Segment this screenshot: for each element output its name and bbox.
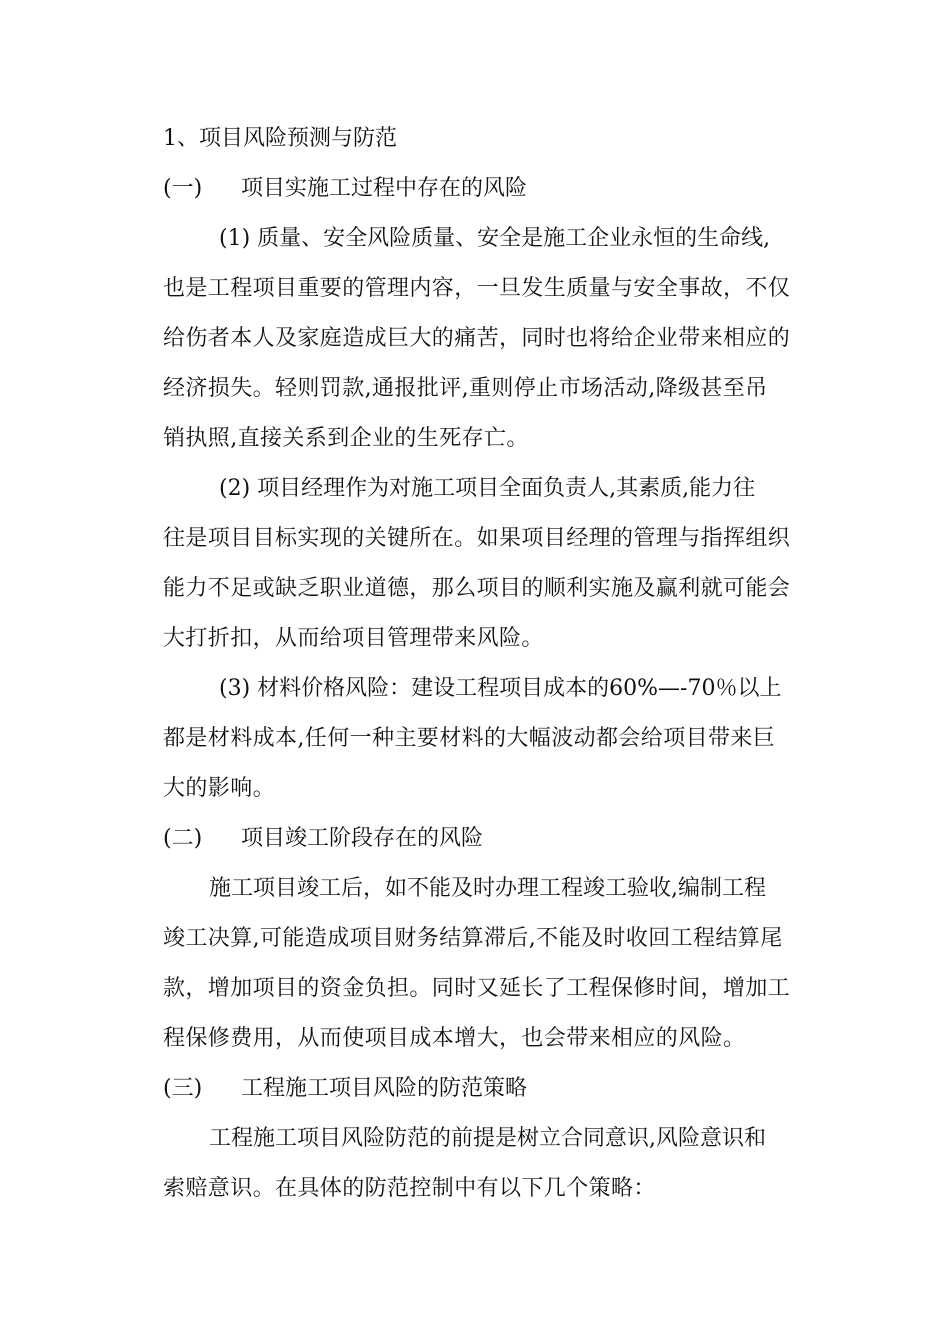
item-1-line-5: 销执照,直接关系到企业的生死存亡。 <box>163 426 529 451</box>
document-heading: 1、项目风险预测与防范 <box>163 126 397 151</box>
item-2-line-2: 往是项目目标实现的关键所在。如果项目经理的管理与指挥组织 <box>163 526 791 551</box>
section-number: (二) <box>163 826 203 851</box>
completion-line-1: 施工项目竣工后，如不能及时办理工程竣工验收,编制工程 <box>209 876 766 901</box>
item-3-line-3: 大的影响。 <box>163 776 276 801</box>
strategy-line-2: 索赔意识。在具体的防范控制中有以下几个策略： <box>163 1176 656 1201</box>
section-number: (一) <box>163 176 203 201</box>
section-heading-2 <box>163 824 483 854</box>
section-title: 项目竣工阶段存在的风险 <box>241 826 484 851</box>
item-2-line-1: (2) 项目经理作为对施工项目全面负责人,其素质,能力往 <box>219 476 756 501</box>
section-heading-3 <box>163 1074 527 1104</box>
item-3-line-1: (3) 材料价格风险：建设工程项目成本的60%—-70％以上 <box>219 676 782 701</box>
section-number: (三) <box>163 1076 203 1101</box>
completion-line-4: 程保修费用，从而使项目成本增大，也会带来相应的风险。 <box>163 1026 746 1051</box>
completion-line-3: 款，增加项目的资金负担。同时又延长了工程保修时间，增加工 <box>163 976 791 1001</box>
item-1-line-4: 经济损失。轻则罚款,通报批评,重则停止市场活动,降级甚至吊 <box>163 376 768 401</box>
section-title: 工程施工项目风险的防范策略 <box>241 1076 528 1101</box>
item-2-line-4: 大打折扣，从而给项目管理带来风险。 <box>163 626 544 651</box>
item-2-line-3: 能力不足或缺乏职业道德，那么项目的顺利实施及赢利就可能会 <box>163 576 791 601</box>
section-title: 项目实施工过程中存在的风险 <box>241 176 528 201</box>
section-heading-1 <box>163 174 527 204</box>
item-1-line-3: 给伤者本人及家庭造成巨大的痛苦，同时也将给企业带来相应的 <box>163 326 791 351</box>
item-3-line-2: 都是材料成本,任何一种主要材料的大幅波动都会给项目带来巨 <box>163 726 776 751</box>
strategy-line-1: 工程施工项目风险防范的前提是树立合同意识,风险意识和 <box>209 1126 766 1151</box>
item-1-line-1: (1) 质量、安全风险质量、安全是施工企业永恒的生命线, <box>219 226 771 251</box>
item-1-line-2: 也是工程项目重要的管理内容，一旦发生质量与安全事故，不仅 <box>163 276 791 301</box>
completion-line-2: 竣工决算,可能造成项目财务结算滞后,不能及时收回工程结算尾 <box>163 926 783 951</box>
